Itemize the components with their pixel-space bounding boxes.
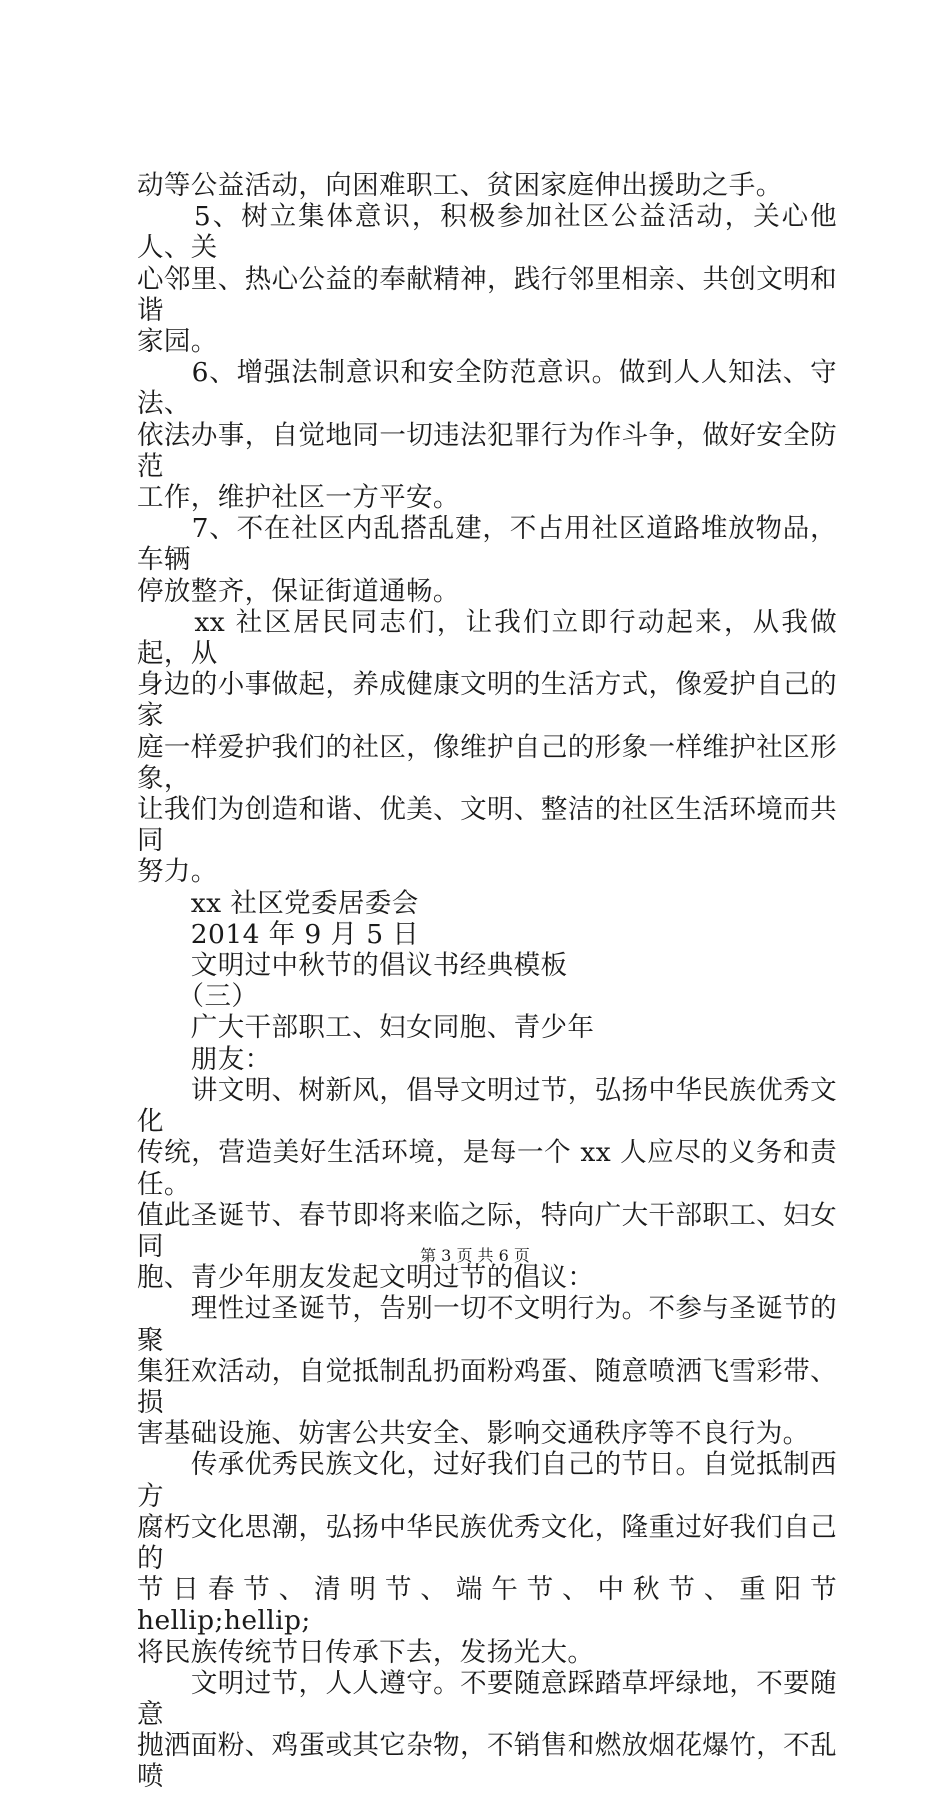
text-line: 节日春节、清明节、端午节、中秋节、重阳节 hellip;hellip; (137, 1574, 837, 1637)
salutation-line: 朋友： (137, 1043, 272, 1075)
text-line: 文明过节，人人遵守。不要随意踩踏草坪绿地，不要随意 (137, 1667, 837, 1730)
text-line: 害基础设施、妨害公共安全、影响交通秩序等不良行为。 (137, 1418, 810, 1450)
text-line: 讲文明、树新风，倡导文明过节，弘扬中华民族优秀文化 (137, 1074, 837, 1138)
page-footer: 第 3 页 共 6 页 (420, 1246, 530, 1265)
text-line: 让我们为创造和谐、优美、文明、整洁的社区生活环境而共同 (137, 794, 837, 857)
text-line: 理性过圣诞节，告别一切不文明行为。不参与圣诞节的聚 (137, 1293, 837, 1356)
text-line: 5、树立集体意识，积极参加社区公益活动，关心他人、关 (137, 201, 837, 264)
salutation-line: 广大干部职工、妇女同胞、青少年 (137, 1012, 595, 1044)
document-body (137, 170, 837, 1793)
signature-line: xx 社区党委居委会 (137, 887, 419, 919)
text-line: 工作，维护社区一方平安。 (137, 482, 460, 514)
section-number: （三） (137, 981, 259, 1013)
text-line: 腐朽文化思潮，弘扬中华民族优秀文化，隆重过好我们自己的 (137, 1511, 837, 1574)
text-line: 传统，营造美好生活环境，是每一个 xx 人应尽的义务和责任。 (137, 1137, 837, 1200)
text-line: 抛洒面粉、鸡蛋或其它杂物，不销售和燃放烟花爆竹，不乱喷 (137, 1730, 837, 1793)
text-line: 胞、青少年朋友发起文明过节的倡议： (137, 1262, 595, 1294)
text-line: 庭一样爱护我们的社区，像维护自己的形象一样维护社区形象， (137, 731, 837, 794)
text-line: 将民族传统节日传承下去，发扬光大。 (137, 1636, 595, 1668)
text-line: 依法办事，自觉地同一切违法犯罪行为作斗争，做好安全防范 (137, 419, 837, 482)
text-line: 停放整齐，保证街道通畅。 (137, 575, 460, 607)
text-line: 身边的小事做起，养成健康文明的生活方式，像爱护自己的家 (137, 669, 837, 732)
text-line: 集狂欢活动，自觉抵制乱扔面粉鸡蛋、随意喷洒飞雪彩带、损 (137, 1355, 837, 1418)
date-line: 2014 年 9 月 5 日 (137, 918, 420, 950)
text-line: xx 社区居民同志们，让我们立即行动起来，从我做起，从 (137, 606, 837, 670)
section-title: 文明过中秋节的倡议书经典模板 (137, 950, 568, 982)
text-line: 努力。 (137, 856, 218, 888)
text-line: 7、不在社区内乱搭乱建，不占用社区道路堆放物品，车辆 (137, 513, 837, 576)
text-line: 动等公益活动，向困难职工、贫困家庭伸出援助之手。 (137, 170, 783, 201)
text-line: 值此圣诞节、春节即将来临之际，特向广大干部职工、妇女同 (137, 1199, 837, 1262)
text-line: 6、增强法制意识和安全防范意识。做到人人知法、守法、 (137, 357, 837, 420)
text-line: 传承优秀民族文化，过好我们自己的节日。自觉抵制西方 (137, 1449, 837, 1512)
text-line: 心邻里、热心公益的奉献精神，践行邻里相亲、共创文明和谐 (137, 263, 837, 326)
text-line: 家园。 (137, 326, 218, 358)
